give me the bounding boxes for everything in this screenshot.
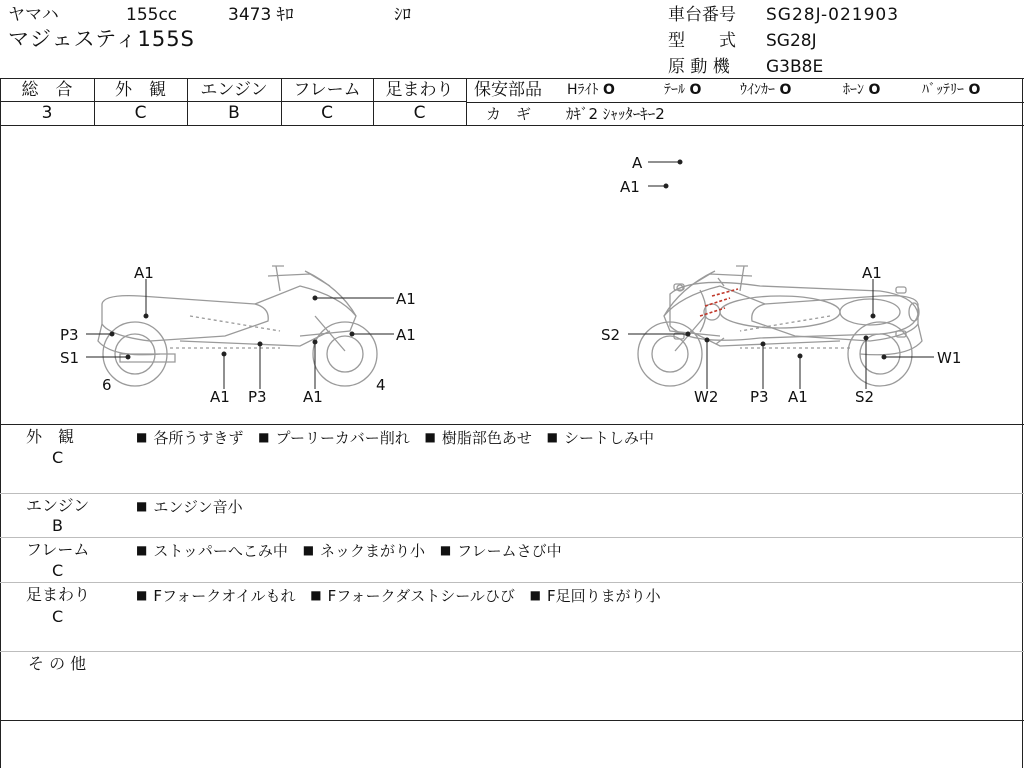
grade-label-overall: 総 合 [21, 80, 73, 100]
diagram-label: A1 [396, 290, 416, 308]
divider [466, 78, 467, 125]
grade-label-suspension: 足まわり [385, 80, 454, 100]
color: ｼﾛ [394, 5, 411, 25]
engine-label: 原 動 機 [668, 57, 730, 77]
diagram-label: A1 [210, 388, 230, 406]
section-label-other: そ の 他 [28, 654, 87, 673]
diagram-label: W1 [937, 349, 962, 367]
diagram-label: P3 [750, 388, 769, 406]
grade-label-exterior: 外 観 [115, 80, 166, 100]
engine-value: G3B8E [766, 57, 824, 77]
diagram-label: A1 [862, 264, 882, 282]
section-grade-suspension: C [52, 607, 64, 626]
divider [0, 720, 1024, 721]
safety-item-horn: ﾎｰﾝ O [843, 82, 881, 98]
safety-item-headlight: Hﾗｲﾄ O [567, 82, 615, 98]
status-mark: O [968, 82, 981, 98]
safety-item-battery: ﾊﾞｯﾃﾘｰ O [922, 82, 981, 98]
grade-value-frame: C [321, 103, 333, 123]
section-label-suspension: 足まわり [26, 585, 91, 604]
grade-label-frame: フレーム [293, 80, 361, 100]
divider [0, 78, 1024, 79]
section-notes-engine [136, 496, 253, 517]
grade-value-engine: B [228, 103, 240, 123]
grade-value-suspension: C [413, 103, 426, 123]
note-item: ■ Fフォークダストシールひび [310, 587, 515, 605]
note-item: ■ ストッパーへこみ中 [136, 542, 288, 560]
divider [0, 537, 1024, 538]
diagram-label: P3 [248, 388, 267, 406]
section-notes-suspension [136, 585, 671, 606]
diagram-label: W2 [694, 388, 719, 406]
safety-item-winker: ｳｲﾝｶｰ O [740, 82, 792, 98]
diagram-label: S2 [601, 326, 621, 344]
status-mark: O [689, 82, 702, 98]
scooter-left-side-view [98, 266, 377, 386]
diagram-label: A [632, 154, 643, 172]
frame-no-label: 車台番号 [668, 5, 736, 25]
status-mark: O [779, 82, 792, 98]
section-label-frame: フレーム [26, 540, 90, 559]
divider [466, 102, 1024, 103]
note-item: ■ ネックまがり小 [302, 542, 426, 560]
safety-label: 保安部品 [474, 80, 542, 100]
divider [0, 493, 1024, 494]
displacement: 155cc [126, 5, 178, 25]
note-item: ■ シートしみ中 [546, 429, 655, 447]
section-grade-frame: C [52, 561, 64, 580]
grade-value-exterior: C [134, 103, 147, 123]
note-item: ■ 樹脂部色あせ [424, 429, 532, 447]
note-item: ■ Fフォークオイルもれ [136, 587, 296, 605]
section-label-exterior: 外 観 [26, 427, 75, 446]
section-grade-engine: B [52, 516, 63, 535]
diagram-label: S1 [60, 349, 80, 367]
note-item: ■ フレームさび中 [439, 542, 562, 560]
note-item: ■ エンジン音小 [136, 498, 243, 516]
key-value: ｶｷﾞ2 ｼｬｯﾀｰｷｰ2 [566, 105, 665, 123]
divider [0, 582, 1024, 583]
frame-no: SG28J-021903 [766, 5, 900, 25]
divider [0, 424, 1024, 425]
type-value: SG28J [766, 31, 817, 51]
diagram-label: A1 [788, 388, 808, 406]
key-label: カ ギ [486, 105, 532, 123]
grade-value-overall: 3 [41, 103, 53, 123]
model-name: マジェスティ155S [8, 27, 195, 51]
divider [0, 101, 466, 102]
note-item: ■ 各所うすきず [136, 429, 244, 447]
section-label-engine: エンジン [26, 496, 90, 515]
diagram-label: A1 [134, 264, 154, 282]
section-grade-exterior: C [52, 448, 64, 467]
divider [0, 651, 1024, 652]
note-item: ■ F足回りまがり小 [529, 587, 661, 605]
status-mark: O [868, 82, 881, 98]
diagram-label: A1 [620, 178, 640, 196]
mileage: 3473 ｷﾛ [228, 5, 294, 25]
section-notes-frame [136, 540, 572, 561]
maker: ヤマハ [8, 5, 59, 25]
safety-item-tail: ﾃｰﾙ O [664, 82, 702, 98]
diagram-label: A1 [303, 388, 323, 406]
diagram-label: 4 [376, 376, 386, 394]
note-item: ■ プーリーカバー削れ [258, 429, 410, 447]
damage-diagram [0, 126, 1024, 426]
section-notes-exterior [136, 427, 664, 448]
diagram-label: A1 [396, 326, 416, 344]
diagram-label: P3 [60, 326, 79, 344]
type-label: 型 式 [668, 31, 736, 51]
diagram-label: S2 [855, 388, 875, 406]
diagram-label: 6 [102, 376, 112, 394]
grade-label-engine: エンジン [200, 80, 268, 100]
status-mark: O [602, 82, 615, 98]
